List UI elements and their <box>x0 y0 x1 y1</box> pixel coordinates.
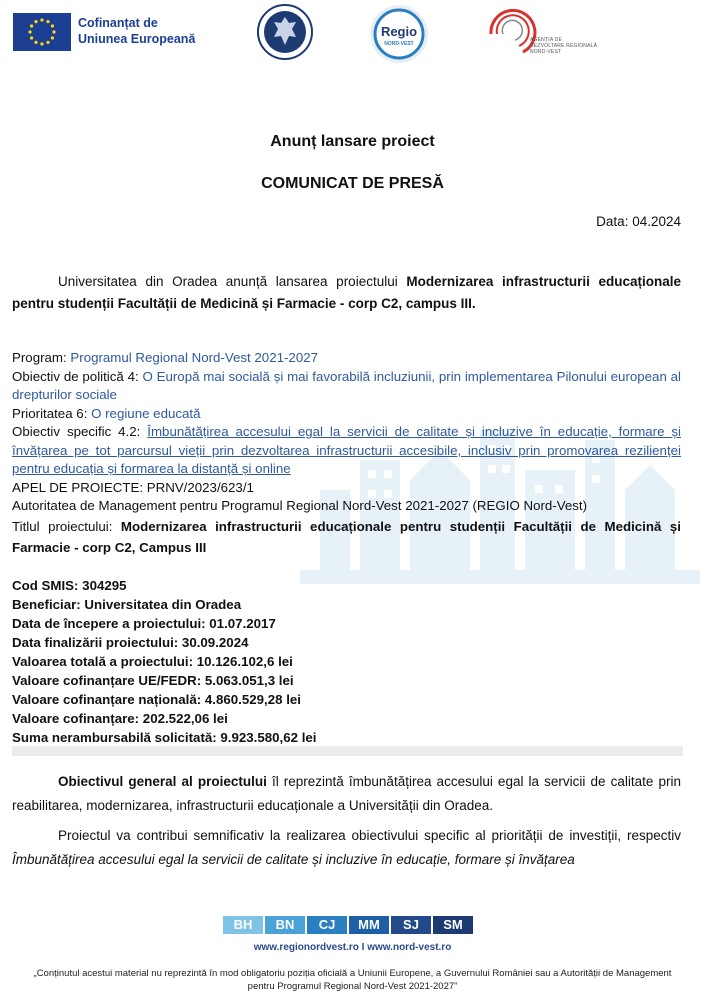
eu-flag-icon <box>13 13 71 51</box>
county-cj: CJ <box>307 916 347 934</box>
priority-label: Prioritatea 6: <box>12 405 92 421</box>
program-info <box>12 349 681 558</box>
release-date: Data: 04.2024 <box>596 214 681 229</box>
policy-objective-line <box>12 368 681 405</box>
adr-text-line3: NORD-VEST <box>530 49 562 55</box>
county-sj: SJ <box>391 916 431 934</box>
priority-line <box>12 405 681 424</box>
intro-project-name: Modernizarea infrastructurii educaționale pentru studenții Facultății de Medicină și Farmacie - corp C2, campus III. <box>12 274 681 311</box>
call-line: APEL DE PROIECTE: PRNV/2023/623/1 <box>12 479 254 495</box>
regio-logo-sub: NORD-VEST <box>384 41 414 47</box>
adr-text-line1: AGENȚIA DE <box>530 37 563 43</box>
footer-websites[interactable]: www.regionordvest.ro I www.nord-vest.ro <box>253 942 452 953</box>
priority-value: O regiune educată <box>91 405 201 421</box>
objective-paragraph-bold: Obiectivul general al proiectului <box>58 774 267 789</box>
fact-start-date: Data de începere a proiectului: 01.07.2017 <box>12 616 276 631</box>
fact-eu-cofinancing: Valoare cofinanțare UE/FEDR: 5.063.051,3 lei <box>12 673 294 688</box>
fact-cofinancing: Valoare cofinanțare: 202.522,06 lei <box>12 711 228 726</box>
program-line <box>12 349 681 368</box>
county-bn: BN <box>265 916 305 934</box>
eu-text-line1: Cofinanțat de <box>78 16 158 30</box>
adr-logo-text <box>530 37 610 55</box>
fact-smis: Cod SMIS: 304295 <box>12 578 127 593</box>
regio-logo <box>368 3 430 65</box>
specific-objective-label: Obiectiv specific 4.2: <box>12 424 148 439</box>
program-label: Program: <box>12 350 71 365</box>
fact-nonrefundable-amount: Suma nerambursabilă solicitată: 9.923.580,62 lei <box>12 730 317 745</box>
contribution-paragraph-text: Proiectul va contribui semnificativ la realizarea obiectivului specific al priorității de investiții, respectiv <box>58 828 681 843</box>
header-logos <box>0 0 705 70</box>
policy-objective-label: Obiectiv de politică 4: <box>12 368 143 384</box>
contribution-paragraph <box>12 824 681 872</box>
county-bh: BH <box>223 916 263 934</box>
county-mm: MM <box>349 916 389 934</box>
fact-national-cofinancing: Valoare cofinanțare națională: 4.860.529,28 lei <box>12 692 301 707</box>
eu-text-line2: Uniunea Europeană <box>78 32 196 46</box>
eu-cofinancing-label <box>78 15 195 47</box>
county-bar <box>223 916 475 934</box>
project-facts <box>12 576 317 747</box>
objective-paragraph <box>12 770 681 818</box>
project-title-label: Titlul proiectului: <box>12 518 121 534</box>
policy-objective-value: O Europă mai socială și mai favorabilă incluziunii, prin implementarea Pilonului european al drepturilor sociale <box>12 368 681 402</box>
fact-total-value: Valoarea totală a proiectului: 10.126.102,6 lei <box>12 654 293 669</box>
regio-logo-text: Regio <box>380 24 418 39</box>
page-title: Anunț lansare proiect <box>270 133 435 150</box>
footer-disclaimer: „Conținutul acestui material nu reprezintă în mod obligatoriu poziția oficială a Uniunii Europene, a Guvernului României sau a Autorității de Management pentru Programul Regional Nord-Vest 2021-2027” <box>33 968 672 992</box>
objective-paragraph-text: îl reprezintă îmbunătățirea accesului egal la servicii de calitate prin reabilitarea, modernizarea, infrastructurii educaționale a Universității din Oradea. <box>12 774 681 813</box>
government-seal-logo <box>256 3 314 61</box>
press-release-heading: COMUNICAT DE PRESĂ <box>261 175 444 192</box>
adr-nord-vest-logo <box>483 4 603 64</box>
specific-objective-line <box>12 423 681 479</box>
project-title-value: Modernizarea infrastructurii educaționale pentru studenții Facultății de Medicină și Farmacie - corp C2, Campus III <box>12 518 681 555</box>
authority-line: Autoritatea de Management pentru Programul Regional Nord-Vest 2021-2027 (REGIO Nord-Vest) <box>12 498 588 513</box>
specific-objective-value[interactable]: Îmbunătățirea accesului egal la servicii de calitate și incluzive în educație, formare și învățarea pe tot parcursul vieții prin dezvoltarea infrastructurii accesibile, inclusiv prin promovarea rezilienței pentru educația și formarea la distanță și online <box>12 424 681 476</box>
program-value: Programul Regional Nord-Vest 2021-2027 <box>70 350 319 365</box>
intro-text: Universitatea din Oradea anunță lansarea proiectului <box>58 274 407 289</box>
project-title-line <box>12 516 681 558</box>
intro-paragraph <box>12 271 681 315</box>
divider-bar <box>12 746 683 756</box>
adr-text-line2: DEZVOLTARE REGIONALĂ <box>530 43 598 49</box>
contribution-paragraph-italic: Îmbunătățirea accesului egal la servicii de calitate și incluzive în educație, formare și învățarea <box>12 852 575 867</box>
fact-beneficiary: Beneficiar: Universitatea din Oradea <box>12 597 242 612</box>
county-sm: SM <box>433 916 473 934</box>
fact-end-date: Data finalizării proiectului: 30.09.2024 <box>12 635 249 650</box>
